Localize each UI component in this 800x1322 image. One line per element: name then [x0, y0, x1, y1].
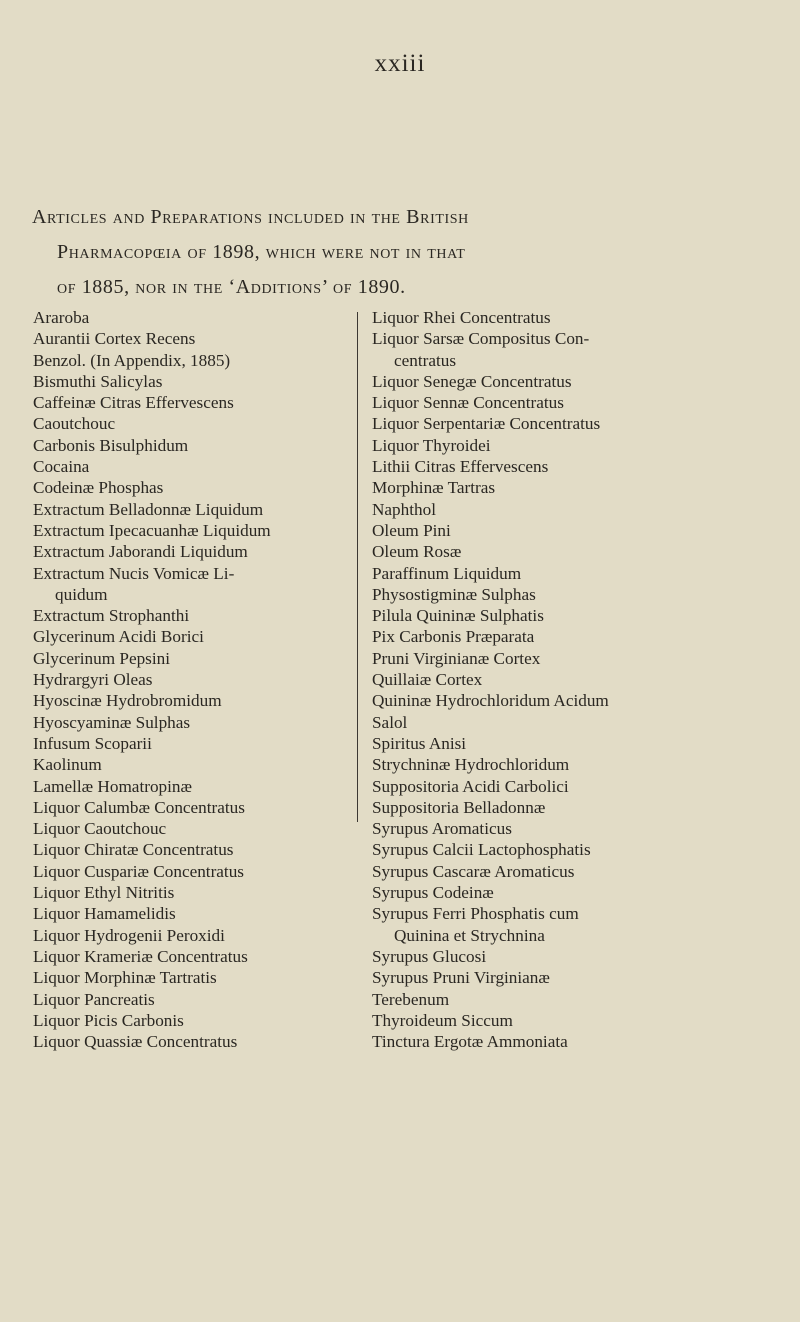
list-item: Paraffinum Liquidum [372, 563, 522, 583]
list-item: Caffeinæ Citras Effervescens [33, 393, 234, 413]
list-item: Syrupus Calcii Lactophosphatis [372, 840, 591, 860]
list-item: Carbonis Bisulphidum [33, 435, 189, 455]
list-item: Suppositoria Acidi Carbolici [372, 776, 569, 796]
list-item: Syrupus Ferri Phosphatis cum [372, 904, 579, 924]
list-item: Liquor Serpentariæ Concentratus [372, 414, 601, 434]
list-item: Oleum Rosæ [372, 542, 462, 562]
list-item: Liquor Senegæ Concentratus [372, 371, 572, 391]
list-item: Physostigminæ Sulphas [372, 584, 536, 604]
section-heading [32, 200, 782, 305]
list-item: Quillaiæ Cortex [372, 670, 483, 690]
list-item: Liquor Hydrogenii Peroxidi [33, 925, 225, 945]
list-item: Terebenum [372, 989, 450, 1009]
list-item: Pruni Virginianæ Cortex [372, 648, 541, 668]
list-item: Liquor Morphinæ Tartratis [33, 968, 217, 988]
list-item: Syrupus Codeinæ [372, 883, 494, 903]
list-item: Liquor Caoutchouc [33, 819, 167, 839]
list-item: Salol [372, 712, 408, 732]
list-item: quidum [55, 584, 108, 604]
list-item: Thyroideum Siccum [372, 1010, 513, 1030]
heading-line-1: Articles and Preparations included in the British [32, 206, 469, 228]
list-item: Extractum Nucis Vomicæ Li- [33, 563, 235, 583]
list-item: Suppositoria Belladonnæ [372, 797, 546, 817]
list-item: Liquor Chiratæ Concentratus [33, 840, 234, 860]
list-item: Liquor Rhei Concentratus [372, 308, 551, 327]
list-item: Morphinæ Tartras [372, 478, 496, 498]
list-item: Liquor Picis Carbonis [33, 1010, 184, 1030]
heading-line-3: of 1885, nor in the ‘Additions’ of 1890. [57, 276, 406, 298]
list-item: Quininæ Hydrochloridum Acidum [372, 691, 609, 711]
list-item: Strychninæ Hydrochloridum [372, 755, 570, 775]
list-item: Extractum Jaborandi Liquidum [33, 542, 248, 562]
list-item: Liquor Quassiæ Concentratus [33, 1032, 238, 1052]
list-item: Infusum Scoparii [33, 733, 152, 753]
list-item: Oleum Pini [372, 520, 451, 540]
list-item: Liquor Pancreatis [33, 989, 155, 1009]
list-item: Quinina et Strychnina [394, 925, 545, 945]
list-item: Extractum Belladonnæ Liquidum [33, 499, 264, 519]
list-item: Liquor Hamamelidis [33, 904, 176, 924]
page-number: xxiii [374, 50, 426, 77]
column-divider [357, 312, 358, 822]
list-item: Lithii Citras Effervescens [372, 457, 549, 477]
right-column [372, 307, 782, 1052]
list-item: Extractum Strophanthi [33, 606, 190, 626]
list-item: Araroba [33, 308, 90, 327]
list-item: Cocaina [33, 457, 90, 477]
list-item: Bismuthi Salicylas [33, 371, 163, 391]
list-item: Caoutchouc [33, 414, 116, 434]
list-item: Hyoscinæ Hydrobromidum [33, 691, 222, 711]
list-item: Hyoscyaminæ Sulphas [33, 712, 191, 732]
list-item: Spiritus Anisi [372, 733, 467, 753]
list-item: Naphthol [372, 499, 436, 519]
list-item: Liquor Krameriæ Concentratus [33, 946, 248, 966]
list-item: Syrupus Cascaræ Aromaticus [372, 861, 575, 881]
list-item: Benzol. (In Appendix, 1885) [33, 350, 231, 370]
list-item: Syrupus Aromaticus [372, 819, 512, 839]
left-column [33, 307, 348, 1052]
list-item: Syrupus Pruni Virginianæ [372, 968, 550, 988]
list-item: Tinctura Ergotæ Ammoniata [372, 1032, 568, 1052]
list-item: Glycerinum Acidi Borici [33, 627, 204, 647]
list-item: Extractum Ipecacuanhæ Liquidum [33, 520, 271, 540]
list-item: Liquor Sennæ Concentratus [372, 393, 564, 413]
list-item: Lamellæ Homatropinæ [33, 776, 192, 796]
list-item: Liquor Thyroidei [372, 435, 491, 455]
list-item: Liquor Sarsæ Compositus Con- [372, 329, 590, 349]
heading-line-2: Pharmacopœia of 1898, which were not in that [57, 241, 466, 263]
list-item: centratus [394, 350, 457, 370]
list-item: Glycerinum Pepsini [33, 648, 171, 668]
list-item: Liquor Calumbæ Concentratus [33, 797, 245, 817]
list-item: Syrupus Glucosi [372, 946, 487, 966]
list-item: Liquor Cuspariæ Concentratus [33, 861, 244, 881]
list-item: Aurantii Cortex Recens [33, 329, 196, 349]
list-item: Pilula Quininæ Sulphatis [372, 606, 544, 626]
list-item: Kaolinum [33, 755, 102, 775]
list-item: Codeinæ Phosphas [33, 478, 164, 498]
list-item: Pix Carbonis Præparata [372, 627, 535, 647]
list-item: Liquor Ethyl Nitritis [33, 883, 175, 903]
list-item: Hydrargyri Oleas [33, 670, 153, 690]
